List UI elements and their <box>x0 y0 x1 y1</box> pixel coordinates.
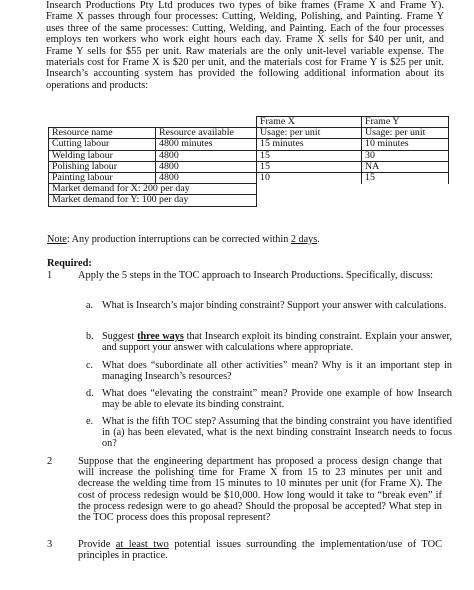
required-heading: Required: <box>47 258 92 269</box>
table-row: Painting labour 4800 10 15 <box>49 173 449 184</box>
col-resource-available: Resource available <box>156 128 257 139</box>
table-row: Welding labour 4800 15 30 <box>49 150 449 161</box>
col-y-usage: Usage: per unit <box>362 128 449 139</box>
question-3-number: 3 <box>47 539 53 550</box>
frame-x-header: Frame X <box>257 117 362 128</box>
question-2-number: 2 <box>47 456 53 467</box>
table-column-row <box>49 128 449 139</box>
resource-table <box>48 116 449 207</box>
question-1-number: 1 <box>47 270 53 281</box>
question-3-text: Provide at least two potential issues surrounding the implementation/use of TOC principles in practice. <box>78 539 443 562</box>
demand-x-row: Market demand for X: 200 per day <box>49 184 449 195</box>
table-row: Polishing labour 4800 15 NA <box>49 161 449 172</box>
note-line: Note: Any production interruptions can be corrected within 2 days. <box>47 234 320 245</box>
note-label: Note <box>47 234 67 245</box>
question-1-text: Apply the 5 steps in the TOC approach to Insearch Productions. Specifically, discuss: <box>78 270 434 281</box>
demand-y-row: Market demand for Y: 100 per day <box>49 195 449 206</box>
table-row: Cutting labour 4800 minutes 15 minutes 10 minutes <box>49 139 449 150</box>
document-page: Insearch Productions Pty Ltd produces two types of bike frames (Frame X and Frame Y). Frame X passes through four processes: Cutting, Welding, Polishing, and Painting. Frame Y uses three of the same processes: Cutting, Welding, and Painting. Each of the four processes employs ten workers who work eight hours each day. Frame X sells for $40 per unit, and Frame Y sells for $55 per unit. Raw materials are the only unit-level variable expense. The materials cost for Frame X is $20 per unit, and the materials cost for Frame Y is $25 per unit. Insearch’s accounting system has provided the following additional information about its operations and products: Frame X Frame Y Resource name Resource available Usage: per unit Usage: per unit Cutting labour 4800 minutes 15 minutes 10 minutes Welding labour 4800 15 30 Polishing labour 4800 15 NA Painting labour 4800 10 15 Market demand for X: 200 per day Market demand for Y: 100 per day Note: Any production interruptions can be corrected within 2 days. Required: 1 Apply the 5 steps in the TOC approach to Insearch Productions. Specifically, discuss: a. What is Insearch’s major binding constraint? Support your answer with calculations. b. Suggest three ways that Insearch exploit its binding constraint. Explain your answer, and support your answer with calculations where appropriate. c. What does “subordinate all other activities” mean? Why is it an important step in managing Insearch’s resources? d. What does “elevating the constraint” mean? Provide one example of how Insearch may be able to elevate its binding constraint. e. What is the fifth TOC step? Assuming that the binding constraint you have identified in (a) has been elevated, what is the next binding constraint Insearch needs to focus on? 2 Suppose that the engineering department has proposed a process design change that will increase the polishing time for Frame X from 15 to 23 minutes per unit and decrease the welding time from 15 minutes to 10 minutes per unit (for Frame X). The cost of process redesign would be $10,000. How long would it take to “break even” if the process redesign were to go ahead? Should the proposal be accepted? What step in the TOC process does this proposal represent? 3 Provide at least two potential issues surrounding the implementation/use of TOC principles in practice. <box>46 0 453 562</box>
col-x-usage: Usage: per unit <box>257 128 362 139</box>
frame-y-header: Frame Y <box>362 117 449 128</box>
table-header-row <box>49 117 449 128</box>
question-2-text: Suppose that the engineering department has proposed a process design change that will increase the polishing time for Frame X from 15 to 23 minutes per unit and decrease the welding time from 15 minutes to 10 minutes per unit (for Frame X). The cost of process redesign would be $10,000. How long would it take to “break even” if the process redesign were to go ahead? Should the proposal be accepted? What step in the TOC process does this proposal represent? <box>78 456 442 524</box>
intro-paragraph: Insearch Productions Pty Ltd produces two types of bike frames (Frame X and Frame Y). Frame X passes through four processes: Cutting, Welding, Polishing, and Painting. Frame Y uses three of the same processes: Cutting, Welding, and Painting. Each of the four processes employs ten workers who work eight hours each day. Frame X sells for $40 per unit, and Frame Y sells for $55 per unit. Raw materials are the only unit-level variable expense. The materials cost for Frame X is $20 per unit, and the materials cost for Frame Y is $25 per unit. Insearch’s accounting system has provided the following additional information about its operations and products: <box>46 0 444 91</box>
col-resource-name: Resource name <box>49 128 156 139</box>
